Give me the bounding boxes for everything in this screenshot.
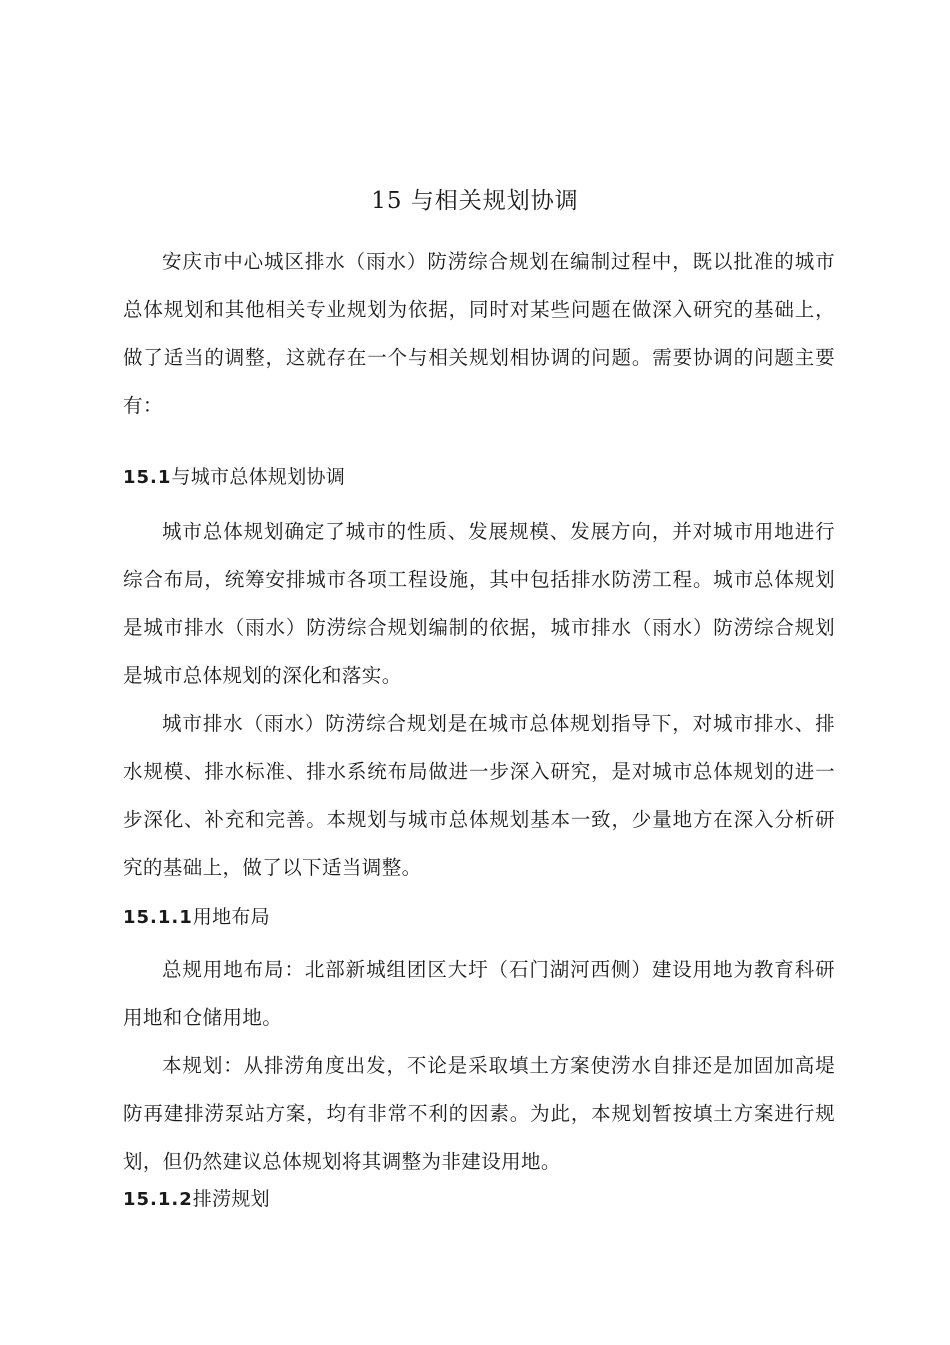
section-number: 15.1 bbox=[123, 467, 172, 488]
page-title: 15 与相关规划协调 bbox=[371, 188, 579, 214]
section-title: 排涝规划 bbox=[192, 1188, 270, 1210]
section-title: 用地布局 bbox=[192, 906, 270, 928]
section-title: 与城市总体规划协调 bbox=[171, 466, 346, 488]
section-15-1-1-body bbox=[123, 946, 835, 1186]
body-paragraph: 总规用地布局：北部新城组团区大圩（石门湖河西侧）建设用地为教育科研用地和仓储用地。 bbox=[123, 958, 835, 1029]
intro-paragraph: 安庆市中心城区排水（雨水）防涝综合规划在编制过程中，既以批准的城市总体规划和其他相关专业规划为依据，同时对某些问题在做深入研究的基础上，做了适当的调整，这就存在一个与相关规划相协调的问题。需要协调的问题主要有： bbox=[123, 250, 835, 417]
section-heading-15-1-1 bbox=[123, 902, 270, 933]
body-paragraph: 城市排水（雨水）防涝综合规划是在城市总体规划指导下，对城市排水、排水规模、排水标准、排水系统布局做进一步深入研究，是对城市总体规划的进一步深化、补充和完善。本规划与城市总体规划基本一致，少量地方在深入分析研究的基础上，做了以下适当调整。 bbox=[123, 712, 835, 879]
section-number: 15.1.2 bbox=[123, 1189, 193, 1210]
body-paragraph: 本规划：从排涝角度出发，不论是采取填土方案使涝水自排还是加固加高堤防再建排涝泵站方案，均有非常不利的因素。为此，本规划暂按填土方案进行规划，但仍然建议总体规划将其调整为非建设用地。 bbox=[123, 1054, 835, 1173]
section-15-1-body bbox=[123, 508, 835, 892]
intro-block bbox=[123, 238, 835, 430]
section-heading-15-1-2 bbox=[123, 1184, 270, 1215]
section-number: 15.1.1 bbox=[123, 907, 193, 928]
section-heading-15-1 bbox=[123, 462, 345, 493]
body-paragraph: 城市总体规划确定了城市的性质、发展规模、发展方向，并对城市用地进行综合布局，统筹安排城市各项工程设施，其中包括排水防涝工程。城市总体规划是城市排水（雨水）防涝综合规划编制的依据，城市排水（雨水）防涝综合规划是城市总体规划的深化和落实。 bbox=[123, 520, 835, 687]
